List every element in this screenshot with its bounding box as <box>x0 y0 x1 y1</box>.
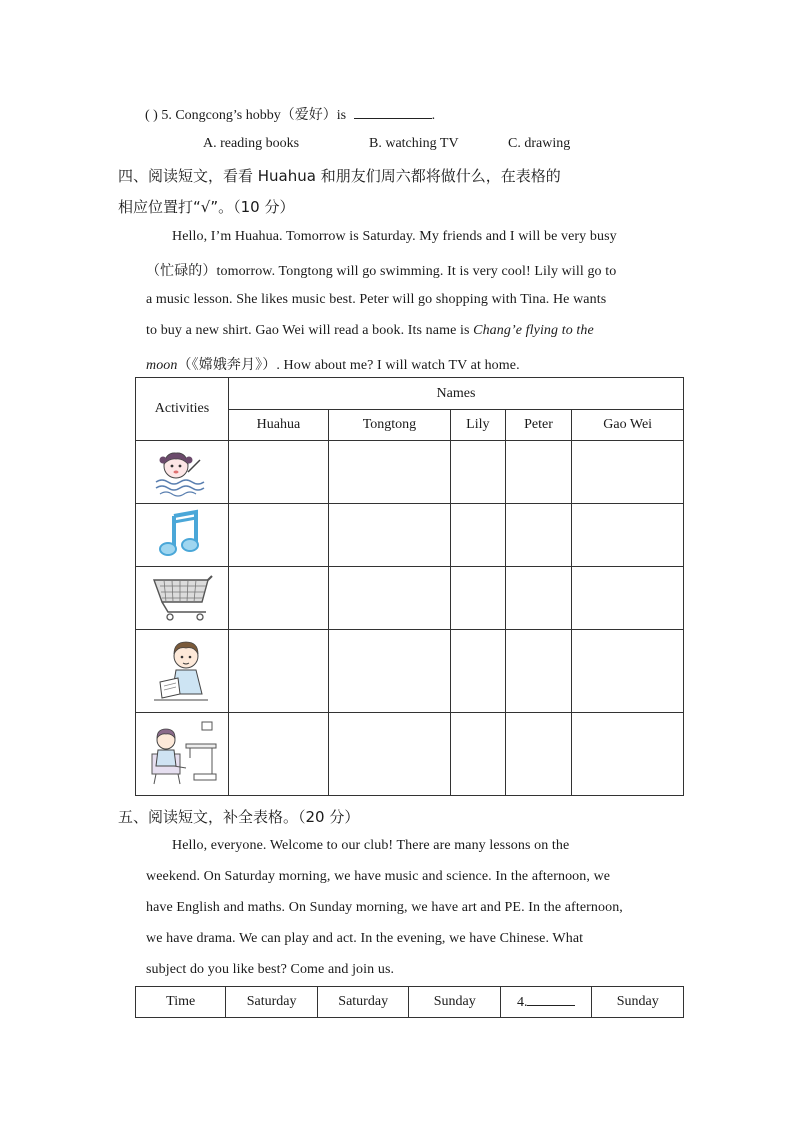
check-cell[interactable] <box>451 630 506 713</box>
name-lily: Lily <box>451 410 506 441</box>
passage-4-line-5 <box>146 354 520 374</box>
answer-blank-4[interactable] <box>527 993 575 1006</box>
check-cell[interactable] <box>572 504 684 567</box>
cell-saturday-1: Saturday <box>226 987 318 1018</box>
check-cell[interactable] <box>229 441 329 504</box>
check-cell[interactable] <box>505 567 572 630</box>
option-c: C. drawing <box>508 136 571 151</box>
check-cell[interactable] <box>505 504 572 567</box>
check-cell[interactable] <box>328 567 450 630</box>
check-cell[interactable] <box>328 441 450 504</box>
cell-blank-4[interactable] <box>500 987 592 1018</box>
book-title-italic: Chang’e flying to the <box>473 323 594 338</box>
names-header: Names <box>229 378 684 410</box>
name-peter: Peter <box>505 410 572 441</box>
question-5-text: 5. Congcong’s hobby（爱好）is <box>161 108 347 123</box>
activity-table <box>135 377 684 796</box>
boy-reading-icon <box>150 636 214 706</box>
activity-shopping <box>136 567 229 630</box>
activity-swimming <box>136 441 229 504</box>
table-row <box>136 630 684 713</box>
activities-header: Activities <box>136 378 229 441</box>
section-4-title: 四、阅读短文，看看 Huahua 和朋友们周六都将做什么，在表格的 <box>118 167 561 185</box>
section-4-title-2: 相应位置打“√”。（10 分） <box>118 198 295 216</box>
subject-table <box>135 986 684 1018</box>
name-gao-wei: Gao Wei <box>572 410 684 441</box>
passage-4-line-1: Hello, I’m Huahua. Tomorrow is Saturday. My friends and I will be very busy <box>172 229 617 244</box>
passage-4-end: （《嫦娥奔月》）. How about me? I will watch TV at home. <box>177 358 520 373</box>
time-header: Time <box>136 987 226 1018</box>
table-row <box>136 987 684 1018</box>
option-a: A. reading books <box>203 136 300 151</box>
passage-5-line-2: weekend. On Saturday morning, we have music and science. In the afternoon, we <box>146 869 611 884</box>
question-5 <box>145 104 435 124</box>
check-cell[interactable] <box>505 713 572 796</box>
check-cell[interactable] <box>451 567 506 630</box>
girl-watching-tv-icon <box>146 718 218 790</box>
check-cell[interactable] <box>572 713 684 796</box>
cell-saturday-2: Saturday <box>317 987 409 1018</box>
check-cell[interactable] <box>229 504 329 567</box>
passage-4-line-3: a music lesson. She likes music best. Peter will go shopping with Tina. He wants <box>146 292 607 307</box>
section-5-title: 五、阅读短文，补全表格。（20 分） <box>118 808 360 826</box>
passage-5-line-5: subject do you like best? Come and join us. <box>146 962 395 977</box>
table-row <box>136 713 684 796</box>
passage-5-line-4: we have drama. We can play and act. In the evening, we have Chinese. What <box>146 931 584 946</box>
check-cell[interactable] <box>451 441 506 504</box>
option-b: B. watching TV <box>369 136 459 151</box>
shopping-cart-icon <box>150 572 214 624</box>
answer-blank[interactable] <box>354 106 432 119</box>
swimming-girl-icon <box>152 446 212 498</box>
answer-paren: ( ) <box>145 108 158 123</box>
check-cell[interactable] <box>572 630 684 713</box>
check-cell[interactable] <box>505 441 572 504</box>
music-note-icon <box>154 508 210 562</box>
passage-4-text: to buy a new shirt. Gao Wei will read a book. Its name is <box>146 323 470 338</box>
cell-sunday-1: Sunday <box>409 987 500 1018</box>
name-tongtong: Tongtong <box>328 410 450 441</box>
passage-4-line-4 <box>146 323 594 339</box>
activity-watching-tv <box>136 713 229 796</box>
check-cell[interactable] <box>572 567 684 630</box>
check-cell[interactable] <box>451 504 506 567</box>
check-cell[interactable] <box>229 713 329 796</box>
passage-5-line-3: have English and maths. On Sunday morning, we have art and PE. In the afternoon, <box>146 900 623 915</box>
table-row <box>136 504 684 567</box>
check-cell[interactable] <box>572 441 684 504</box>
cell-sunday-2: Sunday <box>592 987 684 1018</box>
passage-5-line-1: Hello, everyone. Welcome to our club! There are many lessons on the <box>172 838 570 853</box>
table-row <box>136 441 684 504</box>
check-cell[interactable] <box>328 504 450 567</box>
name-huahua: Huahua <box>229 410 329 441</box>
check-cell[interactable] <box>229 567 329 630</box>
activity-music <box>136 504 229 567</box>
check-cell[interactable] <box>328 713 450 796</box>
check-cell[interactable] <box>229 630 329 713</box>
book-title-italic-2: moon <box>146 358 178 373</box>
question-5-end: . <box>431 108 436 123</box>
check-cell[interactable] <box>328 630 450 713</box>
check-cell[interactable] <box>505 630 572 713</box>
activity-reading <box>136 630 229 713</box>
table-row <box>136 567 684 630</box>
blank-number: 4. <box>516 995 528 1010</box>
passage-4-line-2: （忙碌的）tomorrow. Tongtong will go swimming. It is very cool! Lily will go to <box>146 264 617 279</box>
check-cell[interactable] <box>451 713 506 796</box>
